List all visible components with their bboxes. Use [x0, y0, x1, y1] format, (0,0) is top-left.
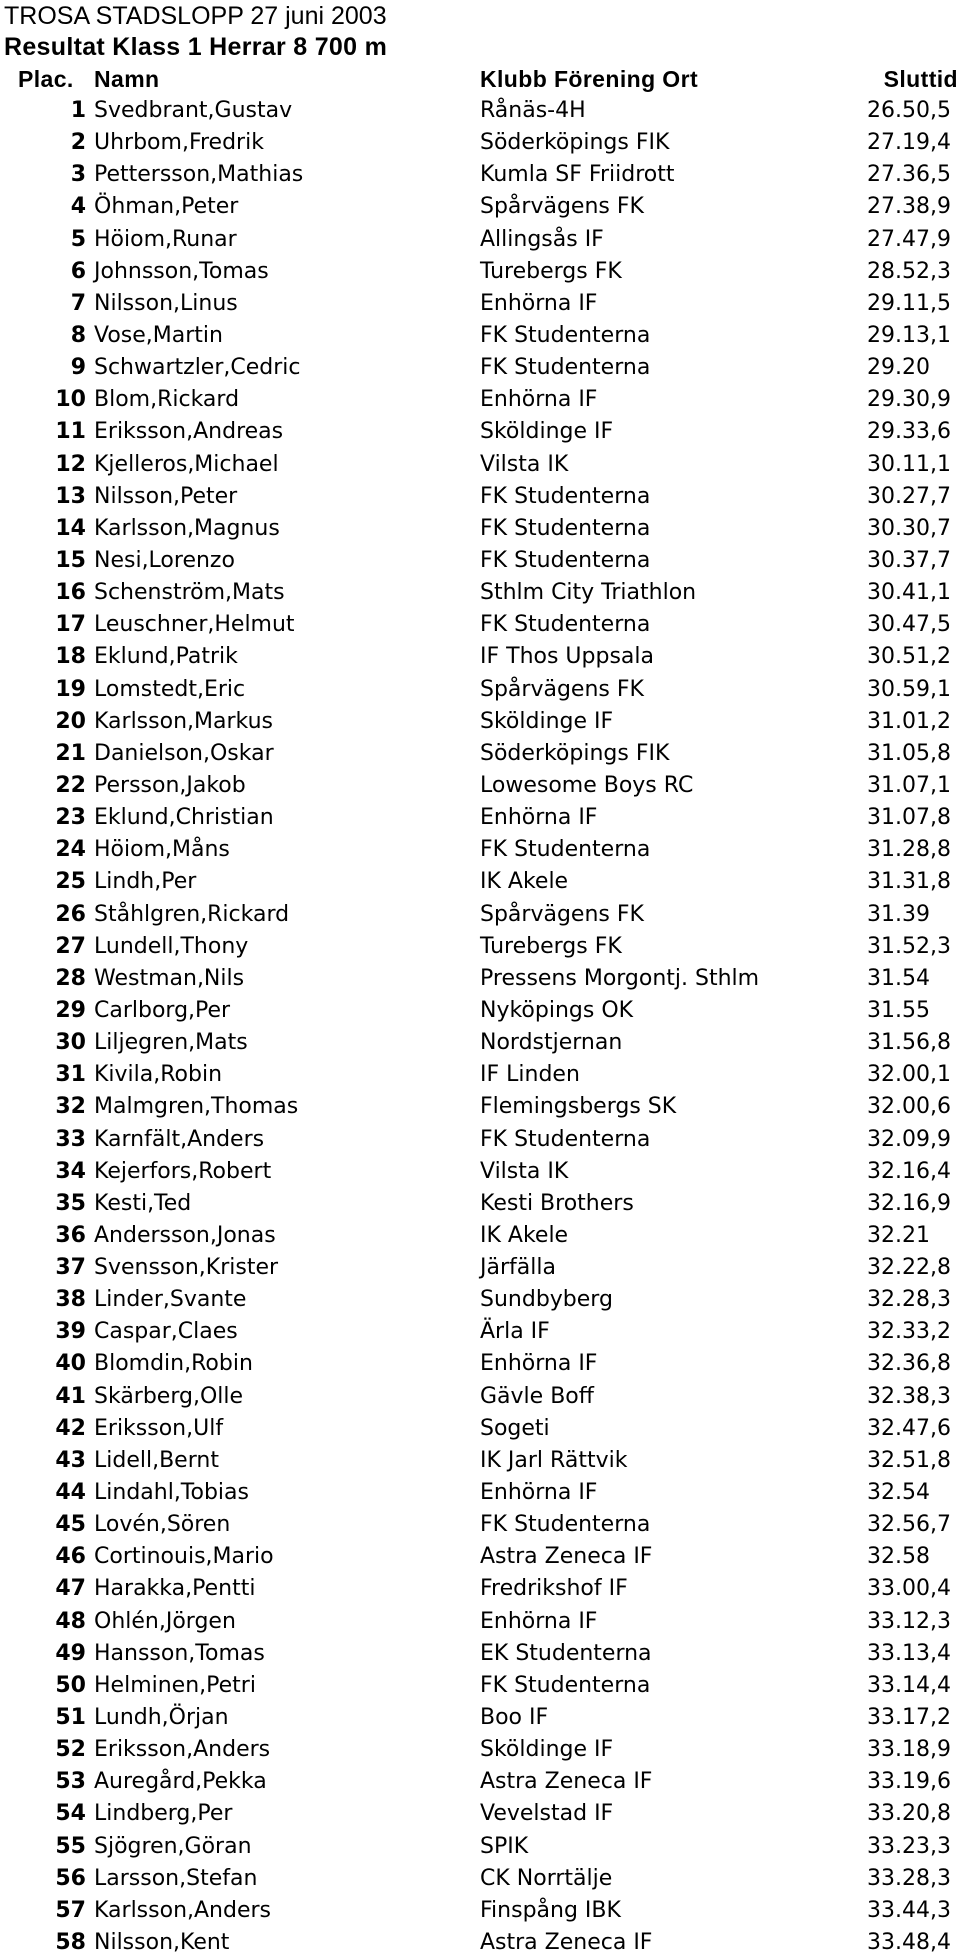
name-cell: Blomdin,Robin [94, 1351, 253, 1377]
club-cell: Gävle Boff [480, 1383, 594, 1409]
club-cell: FK Studenterna [480, 1126, 651, 1152]
results-table-body [0, 95, 960, 1959]
table-row [0, 384, 960, 416]
time-cell: 32.36,8 [867, 1351, 951, 1377]
table-row [0, 609, 960, 641]
table-row [0, 577, 960, 609]
table-row [0, 1220, 960, 1252]
table-row [0, 706, 960, 738]
club-cell: Lowesome Boys RC [480, 772, 694, 798]
table-row [0, 320, 960, 352]
table-row [0, 1831, 960, 1863]
table-row [0, 1477, 960, 1509]
name-cell: Lovén,Sören [94, 1512, 231, 1538]
club-cell: Pressens Morgontj. Sthlm [480, 965, 760, 991]
club-cell: Sköldinge IF [480, 419, 614, 445]
name-cell: Linder,Svante [94, 1287, 247, 1313]
name-cell: Svensson,Krister [94, 1255, 279, 1281]
name-cell: Larsson,Stefan [94, 1865, 258, 1891]
time-cell: 33.18,9 [867, 1737, 951, 1763]
club-cell: FK Studenterna [480, 612, 651, 638]
time-cell: 27.38,9 [867, 194, 951, 220]
club-cell: FK Studenterna [480, 837, 651, 863]
table-row [0, 1863, 960, 1895]
name-cell: Vose,Martin [94, 322, 223, 348]
name-cell: Karlsson,Markus [94, 708, 273, 734]
name-cell: Westman,Nils [94, 965, 245, 991]
placement-cell: 53 [55, 1769, 86, 1795]
time-cell: 26.50,5 [867, 98, 951, 123]
club-cell: Allingsås IF [480, 226, 604, 252]
name-cell: Lundell,Thony [94, 933, 249, 959]
placement-cell: 24 [55, 837, 86, 863]
time-cell: 31.01,2 [867, 708, 951, 734]
name-cell: Caspar,Claes [94, 1319, 238, 1345]
name-cell: Lindberg,Per [94, 1801, 233, 1827]
table-row [0, 1284, 960, 1316]
name-cell: Persson,Jakob [94, 772, 246, 798]
name-cell: Lomstedt,Eric [94, 676, 246, 702]
placement-cell: 8 [70, 322, 86, 348]
time-cell: 32.33,2 [867, 1319, 951, 1345]
table-row [0, 1124, 960, 1156]
table-row [0, 224, 960, 256]
time-cell: 31.28,8 [867, 837, 951, 863]
name-cell: Öhman,Peter [94, 194, 239, 220]
name-cell: Sjögren,Göran [94, 1833, 252, 1859]
time-cell: 29.20 [867, 355, 930, 381]
table-row [0, 1316, 960, 1348]
placement-cell: 1 [70, 98, 86, 123]
placement-cell: 16 [55, 580, 86, 606]
time-cell: 32.00,1 [867, 1062, 951, 1088]
time-cell: 33.20,8 [867, 1801, 951, 1827]
placement-cell: 29 [55, 997, 86, 1023]
table-row [0, 1573, 960, 1605]
table-row [0, 1091, 960, 1123]
name-cell: Pettersson,Mathias [94, 162, 304, 188]
club-cell: Turebergs FK [480, 933, 622, 959]
club-cell: IF Linden [480, 1062, 580, 1088]
club-cell: Enhörna IF [480, 290, 598, 316]
time-cell: 32.22,8 [867, 1255, 951, 1281]
table-row [0, 770, 960, 802]
club-cell: Enhörna IF [480, 1351, 598, 1377]
name-cell: Skärberg,Olle [94, 1383, 244, 1409]
time-cell: 30.41,1 [867, 580, 951, 606]
table-row [0, 899, 960, 931]
table-row [0, 641, 960, 673]
club-cell: Kesti Brothers [480, 1190, 634, 1216]
placement-cell: 23 [55, 805, 86, 831]
placement-cell: 32 [55, 1094, 86, 1120]
club-cell: Sundbyberg [480, 1287, 613, 1313]
placement-cell: 34 [55, 1158, 86, 1184]
time-cell: 32.21 [867, 1222, 930, 1248]
club-cell: Spårvägens FK [480, 901, 644, 927]
time-cell: 32.00,6 [867, 1094, 951, 1120]
table-row [0, 995, 960, 1027]
name-cell: Schwartzler,Cedric [94, 355, 301, 381]
placement-cell: 48 [55, 1608, 86, 1634]
club-cell: IK Akele [480, 1222, 569, 1248]
table-row [0, 674, 960, 706]
time-cell: 29.33,6 [867, 419, 951, 445]
club-cell: Järfälla [480, 1255, 556, 1281]
placement-cell: 47 [55, 1576, 86, 1602]
table-row [0, 1445, 960, 1477]
column-header-plac: Plac. [18, 66, 74, 92]
name-cell: Leuschner,Helmut [94, 612, 295, 638]
table-row [0, 1766, 960, 1798]
club-cell: Nordstjernan [480, 1030, 623, 1056]
placement-cell: 26 [55, 901, 86, 927]
placement-cell: 41 [55, 1383, 86, 1409]
name-cell: Auregård,Pekka [94, 1769, 267, 1795]
club-cell: Vevelstad IF [480, 1801, 614, 1827]
club-cell: Spårvägens FK [480, 676, 644, 702]
table-row [0, 866, 960, 898]
name-cell: Hansson,Tomas [94, 1640, 265, 1666]
name-cell: Nilsson,Linus [94, 290, 238, 316]
placement-cell: 44 [55, 1480, 86, 1506]
club-cell: Astra Zeneca IF [480, 1930, 653, 1956]
name-cell: Liljegren,Mats [94, 1030, 248, 1056]
name-cell: Malmgren,Thomas [94, 1094, 299, 1120]
placement-cell: 36 [55, 1222, 86, 1248]
table-row [0, 545, 960, 577]
time-cell: 32.47,6 [867, 1415, 951, 1441]
time-cell: 30.47,5 [867, 612, 951, 638]
placement-cell: 54 [55, 1801, 86, 1827]
table-row [0, 1381, 960, 1413]
name-cell: Kivila,Robin [94, 1062, 223, 1088]
placement-cell: 31 [55, 1062, 86, 1088]
name-cell: Cortinouis,Mario [94, 1544, 274, 1570]
club-cell: Finspång IBK [480, 1897, 621, 1923]
table-row [0, 1509, 960, 1541]
name-cell: Carlborg,Per [94, 997, 231, 1023]
placement-cell: 50 [55, 1672, 86, 1698]
placement-cell: 12 [55, 451, 86, 477]
time-cell: 33.14,4 [867, 1672, 951, 1698]
table-row [0, 1895, 960, 1927]
table-row [0, 1798, 960, 1830]
club-cell: Sthlm City Triathlon [480, 580, 697, 606]
name-cell: Kejerfors,Robert [94, 1158, 272, 1184]
name-cell: Eklund,Patrik [94, 644, 238, 670]
time-cell: 32.58 [867, 1544, 930, 1570]
club-cell: Söderköpings FIK [480, 740, 670, 766]
table-row [0, 1059, 960, 1091]
table-row [0, 1702, 960, 1734]
document-subtitle: Resultat Klass 1 Herrar 8 700 m [4, 33, 388, 61]
club-cell: IK Jarl Rättvik [480, 1447, 628, 1473]
club-cell: Sköldinge IF [480, 1737, 614, 1763]
table-row [0, 449, 960, 481]
time-cell: 32.38,3 [867, 1383, 951, 1409]
table-row [0, 963, 960, 995]
placement-cell: 33 [55, 1126, 86, 1152]
time-cell: 31.52,3 [867, 933, 951, 959]
table-row [0, 834, 960, 866]
time-cell: 30.11,1 [867, 451, 951, 477]
placement-cell: 3 [70, 162, 86, 188]
table-row [0, 1638, 960, 1670]
name-cell: Lindahl,Tobias [94, 1480, 249, 1506]
time-cell: 31.56,8 [867, 1030, 951, 1056]
placement-cell: 58 [55, 1930, 86, 1956]
table-row [0, 256, 960, 288]
name-cell: Lindh,Per [94, 869, 197, 895]
table-row [0, 802, 960, 834]
club-cell: CK Norrtälje [480, 1865, 613, 1891]
table-row [0, 159, 960, 191]
placement-cell: 35 [55, 1190, 86, 1216]
placement-cell: 13 [55, 483, 86, 509]
placement-cell: 55 [55, 1833, 86, 1859]
club-cell: IK Akele [480, 869, 569, 895]
club-cell: FK Studenterna [480, 483, 651, 509]
time-cell: 32.28,3 [867, 1287, 951, 1313]
name-cell: Andersson,Jonas [94, 1222, 276, 1248]
placement-cell: 30 [55, 1030, 86, 1056]
time-cell: 31.05,8 [867, 740, 951, 766]
name-cell: Blom,Rickard [94, 387, 240, 413]
club-cell: Fredrikshof IF [480, 1576, 628, 1602]
club-cell: Flemingsbergs SK [480, 1094, 677, 1120]
name-cell: Lundh,Örjan [94, 1705, 229, 1731]
placement-cell: 19 [55, 676, 86, 702]
name-cell: Höiom,Måns [94, 837, 230, 863]
club-cell: Enhörna IF [480, 805, 598, 831]
name-cell: Danielson,Oskar [94, 740, 274, 766]
table-row [0, 513, 960, 545]
time-cell: 31.31,8 [867, 869, 951, 895]
placement-cell: 52 [55, 1737, 86, 1763]
name-cell: Karlsson,Anders [94, 1897, 271, 1923]
table-row [0, 191, 960, 223]
placement-cell: 56 [55, 1865, 86, 1891]
time-cell: 31.39 [867, 901, 930, 927]
club-cell: Sköldinge IF [480, 708, 614, 734]
column-header-klubb: Klubb Förening Ort [480, 66, 699, 92]
club-cell: Ärla IF [480, 1319, 550, 1345]
club-cell: FK Studenterna [480, 1672, 651, 1698]
club-cell: FK Studenterna [480, 322, 651, 348]
table-row [0, 1348, 960, 1380]
placement-cell: 39 [55, 1319, 86, 1345]
name-cell: Lidell,Bernt [94, 1447, 219, 1473]
time-cell: 31.07,1 [867, 772, 951, 798]
placement-cell: 18 [55, 644, 86, 670]
table-row [0, 1734, 960, 1766]
club-cell: Enhörna IF [480, 1480, 598, 1506]
name-cell: Kjelleros,Michael [94, 451, 279, 477]
name-cell: Eriksson,Anders [94, 1737, 271, 1763]
table-row [0, 1413, 960, 1445]
placement-cell: 15 [55, 547, 86, 573]
placement-cell: 20 [55, 708, 86, 734]
time-cell: 32.56,7 [867, 1512, 951, 1538]
name-cell: Eriksson,Ulf [94, 1415, 224, 1441]
club-cell: Astra Zeneca IF [480, 1769, 653, 1795]
placement-cell: 5 [70, 226, 86, 252]
time-cell: 33.00,4 [867, 1576, 951, 1602]
club-cell: Enhörna IF [480, 1608, 598, 1634]
time-cell: 31.55 [867, 997, 930, 1023]
table-row [0, 1670, 960, 1702]
time-cell: 30.27,7 [867, 483, 951, 509]
time-cell: 33.48,4 [867, 1930, 951, 1956]
placement-cell: 25 [55, 869, 86, 895]
placement-cell: 46 [55, 1544, 86, 1570]
time-cell: 29.30,9 [867, 387, 951, 413]
placement-cell: 27 [55, 933, 86, 959]
time-cell: 32.16,4 [867, 1158, 951, 1184]
name-cell: Johnsson,Tomas [94, 258, 269, 284]
club-cell: Nyköpings OK [480, 997, 634, 1023]
club-cell: Spårvägens FK [480, 194, 644, 220]
placement-cell: 43 [55, 1447, 86, 1473]
time-cell: 33.44,3 [867, 1897, 951, 1923]
placement-cell: 22 [55, 772, 86, 798]
placement-cell: 4 [70, 194, 86, 220]
table-row [0, 1927, 960, 1959]
placement-cell: 9 [70, 355, 86, 381]
placement-cell: 42 [55, 1415, 86, 1441]
time-cell: 33.12,3 [867, 1608, 951, 1634]
time-cell: 30.51,2 [867, 644, 951, 670]
column-header-namn: Namn [94, 66, 160, 92]
time-cell: 33.17,2 [867, 1705, 951, 1731]
table-row [0, 1252, 960, 1284]
table-row [0, 481, 960, 513]
time-cell: 33.13,4 [867, 1640, 951, 1666]
placement-cell: 21 [55, 740, 86, 766]
name-cell: Nilsson,Peter [94, 483, 238, 509]
placement-cell: 6 [70, 258, 86, 284]
name-cell: Karnfält,Anders [94, 1126, 265, 1152]
name-cell: Eriksson,Andreas [94, 419, 284, 445]
time-cell: 29.11,5 [867, 290, 951, 316]
table-row [0, 1606, 960, 1638]
name-cell: Nilsson,Kent [94, 1930, 230, 1956]
club-cell: Söderköpings FIK [480, 130, 670, 156]
placement-cell: 45 [55, 1512, 86, 1538]
name-cell: Höiom,Runar [94, 226, 237, 252]
time-cell: 33.28,3 [867, 1865, 951, 1891]
name-cell: Ståhlgren,Rickard [94, 901, 290, 927]
club-cell: Sogeti [480, 1415, 550, 1441]
placement-cell: 2 [70, 130, 86, 156]
placement-cell: 57 [55, 1897, 86, 1923]
club-cell: FK Studenterna [480, 515, 651, 541]
name-cell: Uhrbom,Fredrik [94, 130, 264, 156]
placement-cell: 40 [55, 1351, 86, 1377]
table-row [0, 416, 960, 448]
club-cell: FK Studenterna [480, 547, 651, 573]
name-cell: Ohlén,Jörgen [94, 1608, 236, 1634]
table-row [0, 352, 960, 384]
placement-cell: 17 [55, 612, 86, 638]
time-cell: 31.54 [867, 965, 930, 991]
name-cell: Helminen,Petri [94, 1672, 256, 1698]
time-cell: 28.52,3 [867, 258, 951, 284]
placement-cell: 49 [55, 1640, 86, 1666]
table-row [0, 1541, 960, 1573]
name-cell: Schenström,Mats [94, 580, 285, 606]
club-cell: Turebergs FK [480, 258, 622, 284]
placement-cell: 38 [55, 1287, 86, 1313]
document-title: TROSA STADSLOPP 27 juni 2003 [4, 2, 387, 30]
table-row [0, 738, 960, 770]
column-header-sluttid: Sluttid [883, 66, 958, 92]
table-row [0, 95, 960, 127]
name-cell: Nesi,Lorenzo [94, 547, 235, 573]
table-row [0, 127, 960, 159]
time-cell: 30.59,1 [867, 676, 951, 702]
time-cell: 30.30,7 [867, 515, 951, 541]
time-cell: 32.54 [867, 1480, 930, 1506]
time-cell: 32.09,9 [867, 1126, 951, 1152]
time-cell: 30.37,7 [867, 547, 951, 573]
time-cell: 27.47,9 [867, 226, 951, 252]
time-cell: 33.23,3 [867, 1833, 951, 1859]
time-cell: 27.19,4 [867, 130, 951, 156]
club-cell: FK Studenterna [480, 355, 651, 381]
club-cell: Vilsta IK [480, 1158, 569, 1184]
name-cell: Harakka,Pentti [94, 1576, 256, 1602]
table-row [0, 931, 960, 963]
time-cell: 32.51,8 [867, 1447, 951, 1473]
placement-cell: 28 [55, 965, 86, 991]
club-cell: Boo IF [480, 1705, 549, 1731]
club-cell: Rånäs-4H [480, 98, 586, 123]
placement-cell: 51 [55, 1705, 86, 1731]
time-cell: 33.19,6 [867, 1769, 951, 1795]
table-row [0, 1188, 960, 1220]
table-row [0, 1027, 960, 1059]
club-cell: Astra Zeneca IF [480, 1544, 653, 1570]
club-cell: Kumla SF Friidrott [480, 162, 675, 188]
placement-cell: 10 [55, 387, 86, 413]
time-cell: 32.16,9 [867, 1190, 951, 1216]
name-cell: Svedbrant,Gustav [94, 98, 293, 123]
club-cell: Enhörna IF [480, 387, 598, 413]
name-cell: Eklund,Christian [94, 805, 274, 831]
placement-cell: 7 [70, 290, 86, 316]
table-row [0, 1156, 960, 1188]
club-cell: EK Studenterna [480, 1640, 652, 1666]
table-row [0, 288, 960, 320]
time-cell: 27.36,5 [867, 162, 951, 188]
placement-cell: 37 [55, 1255, 86, 1281]
club-cell: SPIK [480, 1833, 529, 1859]
club-cell: Vilsta IK [480, 451, 569, 477]
time-cell: 31.07,8 [867, 805, 951, 831]
time-cell: 29.13,1 [867, 322, 951, 348]
name-cell: Karlsson,Magnus [94, 515, 280, 541]
name-cell: Kesti,Ted [94, 1190, 192, 1216]
placement-cell: 14 [55, 515, 86, 541]
placement-cell: 11 [55, 419, 86, 445]
club-cell: IF Thos Uppsala [480, 644, 655, 670]
club-cell: FK Studenterna [480, 1512, 651, 1538]
